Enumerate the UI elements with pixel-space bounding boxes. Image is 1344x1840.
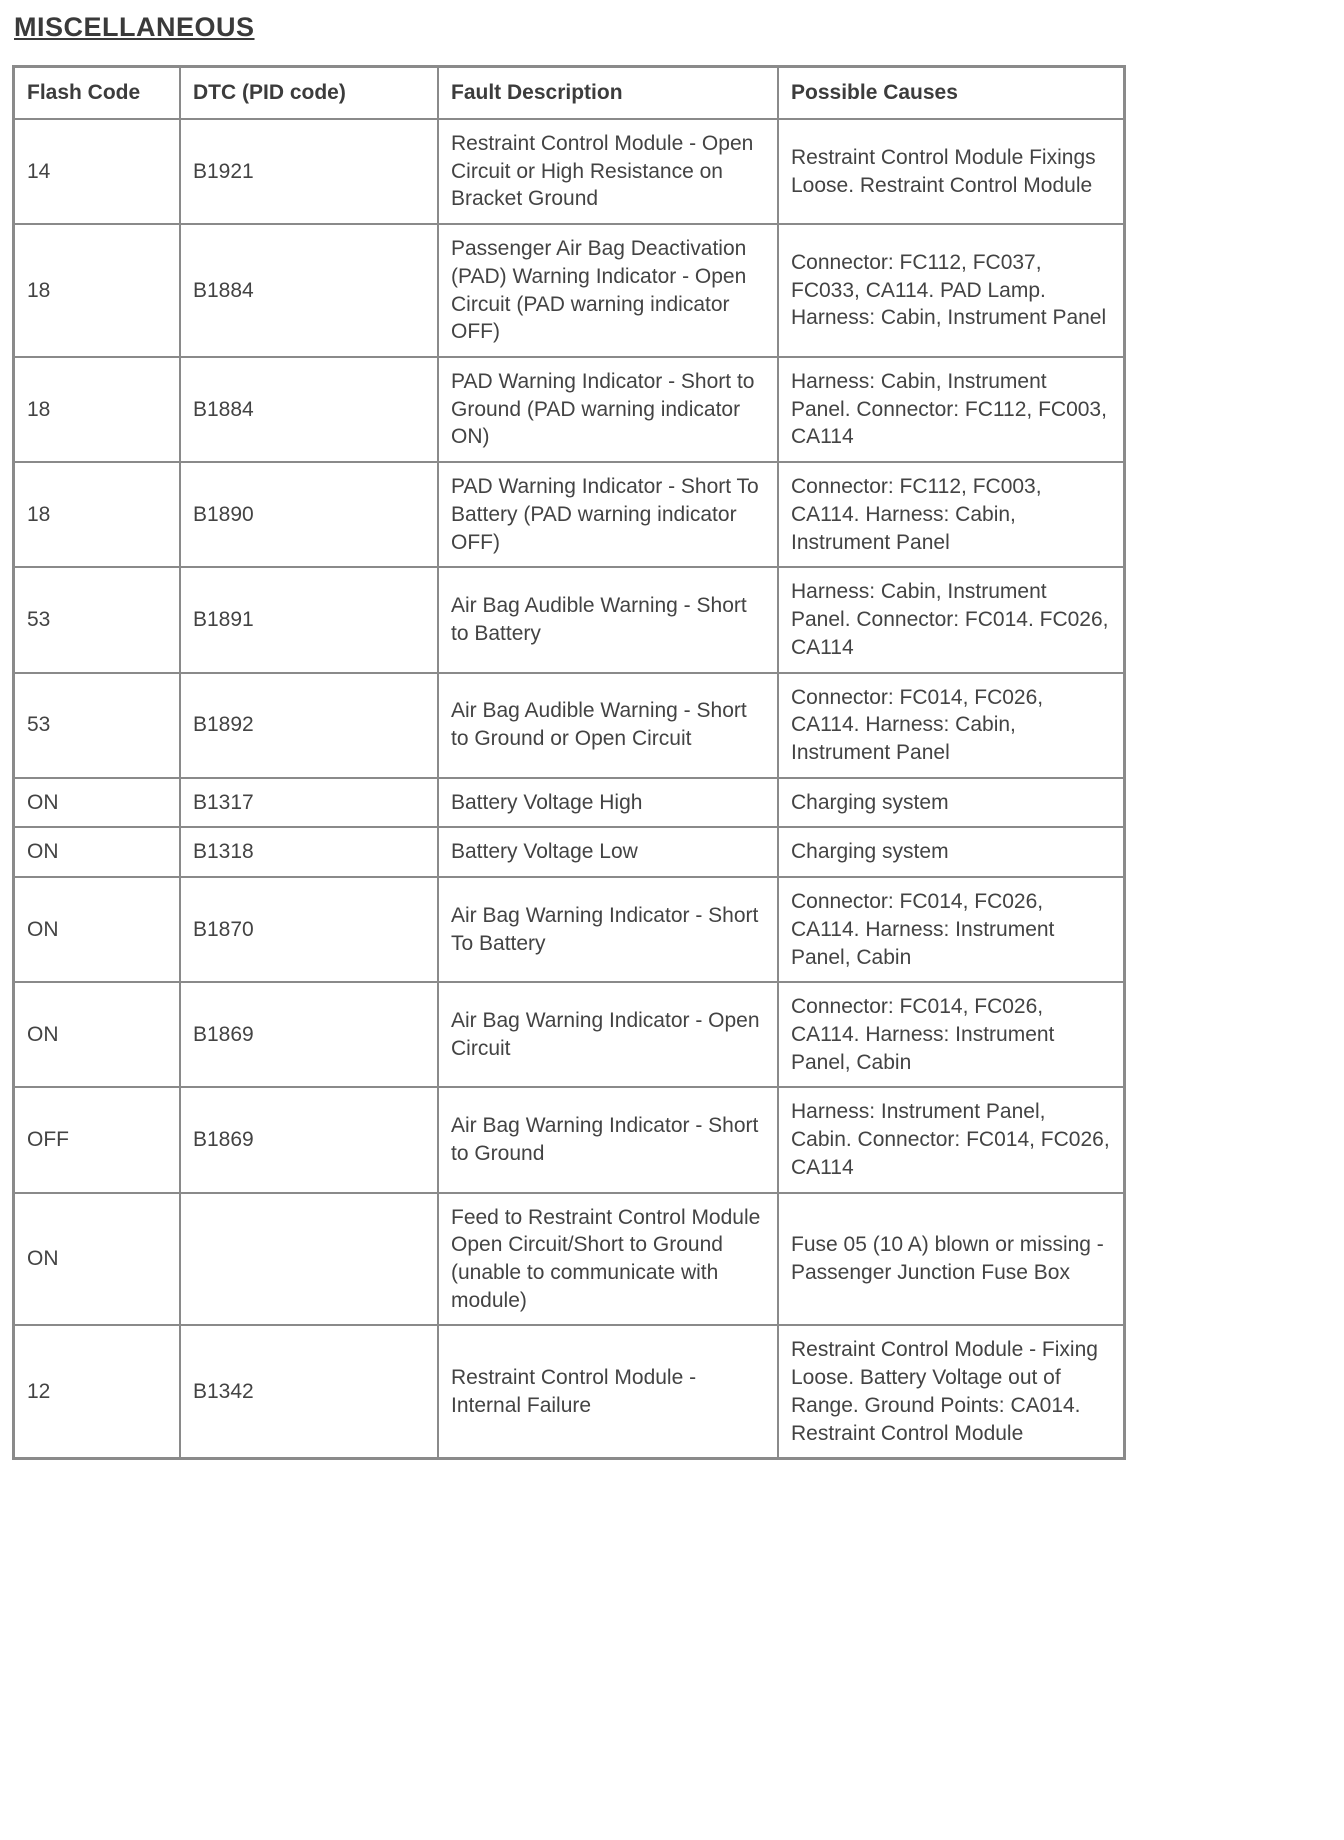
table-row bbox=[14, 119, 1124, 224]
cell-fault-description: Restraint Control Module - Internal Failure bbox=[438, 1325, 778, 1458]
cell-fault-description: PAD Warning Indicator - Short To Battery (PAD warning indicator OFF) bbox=[438, 462, 778, 567]
header-possible-causes: Possible Causes bbox=[778, 67, 1124, 119]
cell-flash-code: ON bbox=[14, 1193, 180, 1326]
cell-fault-description: Battery Voltage High bbox=[438, 778, 778, 828]
table-row bbox=[14, 778, 1124, 828]
cell-possible-causes: Harness: Instrument Panel, Cabin. Connector: FC014, FC026, CA114 bbox=[778, 1087, 1124, 1192]
cell-possible-causes: Connector: FC014, FC026, CA114. Harness: Instrument Panel, Cabin bbox=[778, 982, 1124, 1087]
cell-flash-code: 53 bbox=[14, 567, 180, 672]
cell-possible-causes: Connector: FC014, FC026, CA114. Harness: Instrument Panel, Cabin bbox=[778, 877, 1124, 982]
cell-fault-description: PAD Warning Indicator - Short to Ground (PAD warning indicator ON) bbox=[438, 357, 778, 462]
cell-flash-code: 18 bbox=[14, 462, 180, 567]
page-title: MISCELLANEOUS bbox=[14, 12, 255, 42]
cell-fault-description: Battery Voltage Low bbox=[438, 827, 778, 877]
cell-flash-code: 12 bbox=[14, 1325, 180, 1458]
cell-dtc: B1317 bbox=[180, 778, 438, 828]
cell-dtc: B1869 bbox=[180, 1087, 438, 1192]
table-row bbox=[14, 357, 1124, 462]
cell-fault-description: Air Bag Audible Warning - Short to Battery bbox=[438, 567, 778, 672]
table-row bbox=[14, 673, 1124, 778]
cell-flash-code: 18 bbox=[14, 357, 180, 462]
table-row bbox=[14, 1087, 1124, 1192]
header-fault-description: Fault Description bbox=[438, 67, 778, 119]
cell-fault-description: Air Bag Warning Indicator - Short To Battery bbox=[438, 877, 778, 982]
cell-flash-code: OFF bbox=[14, 1087, 180, 1192]
cell-fault-description: Restraint Control Module - Open Circuit or High Resistance on Bracket Ground bbox=[438, 119, 778, 224]
cell-flash-code: 18 bbox=[14, 224, 180, 357]
cell-possible-causes: Connector: FC112, FC003, CA114. Harness: Cabin, Instrument Panel bbox=[778, 462, 1124, 567]
cell-dtc: B1342 bbox=[180, 1325, 438, 1458]
table-row bbox=[14, 567, 1124, 672]
cell-possible-causes: Harness: Cabin, Instrument Panel. Connector: FC014. FC026, CA114 bbox=[778, 567, 1124, 672]
cell-flash-code: ON bbox=[14, 827, 180, 877]
cell-dtc: B1892 bbox=[180, 673, 438, 778]
cell-dtc: B1884 bbox=[180, 357, 438, 462]
table-header bbox=[14, 67, 1124, 119]
cell-flash-code: ON bbox=[14, 877, 180, 982]
table-body bbox=[14, 119, 1124, 1458]
cell-dtc: B1891 bbox=[180, 567, 438, 672]
cell-dtc bbox=[180, 1193, 438, 1326]
cell-dtc: B1884 bbox=[180, 224, 438, 357]
cell-fault-description: Air Bag Warning Indicator - Short to Ground bbox=[438, 1087, 778, 1192]
cell-dtc: B1921 bbox=[180, 119, 438, 224]
cell-fault-description: Air Bag Audible Warning - Short to Ground or Open Circuit bbox=[438, 673, 778, 778]
cell-dtc: B1318 bbox=[180, 827, 438, 877]
cell-possible-causes: Connector: FC014, FC026, CA114. Harness: Cabin, Instrument Panel bbox=[778, 673, 1124, 778]
cell-dtc: B1869 bbox=[180, 982, 438, 1087]
cell-dtc: B1890 bbox=[180, 462, 438, 567]
table-row bbox=[14, 1193, 1124, 1326]
dtc-fault-table bbox=[12, 65, 1126, 1460]
table-row bbox=[14, 827, 1124, 877]
cell-flash-code: ON bbox=[14, 982, 180, 1087]
table-row bbox=[14, 1325, 1124, 1458]
header-flash-code: Flash Code bbox=[14, 67, 180, 119]
header-dtc-pid-code: DTC (PID code) bbox=[180, 67, 438, 119]
cell-possible-causes: Charging system bbox=[778, 827, 1124, 877]
cell-possible-causes: Harness: Cabin, Instrument Panel. Connector: FC112, FC003, CA114 bbox=[778, 357, 1124, 462]
cell-possible-causes: Charging system bbox=[778, 778, 1124, 828]
table-row bbox=[14, 877, 1124, 982]
cell-possible-causes: Fuse 05 (10 A) blown or missing - Passenger Junction Fuse Box bbox=[778, 1193, 1124, 1326]
cell-flash-code: 53 bbox=[14, 673, 180, 778]
cell-possible-causes: Restraint Control Module Fixings Loose. Restraint Control Module bbox=[778, 119, 1124, 224]
table-row bbox=[14, 982, 1124, 1087]
cell-fault-description: Air Bag Warning Indicator - Open Circuit bbox=[438, 982, 778, 1087]
cell-possible-causes: Connector: FC112, FC037, FC033, CA114. PAD Lamp. Harness: Cabin, Instrument Panel bbox=[778, 224, 1124, 357]
cell-possible-causes: Restraint Control Module - Fixing Loose. Battery Voltage out of Range. Ground Points: CA014. Restraint Control Module bbox=[778, 1325, 1124, 1458]
table-row bbox=[14, 224, 1124, 357]
cell-flash-code: 14 bbox=[14, 119, 180, 224]
table-row bbox=[14, 462, 1124, 567]
table-header-row bbox=[14, 67, 1124, 119]
cell-fault-description: Passenger Air Bag Deactivation (PAD) Warning Indicator - Open Circuit (PAD warning indicator OFF) bbox=[438, 224, 778, 357]
cell-dtc: B1870 bbox=[180, 877, 438, 982]
cell-flash-code: ON bbox=[14, 778, 180, 828]
cell-fault-description: Feed to Restraint Control Module Open Circuit/Short to Ground (unable to communicate with module) bbox=[438, 1193, 778, 1326]
